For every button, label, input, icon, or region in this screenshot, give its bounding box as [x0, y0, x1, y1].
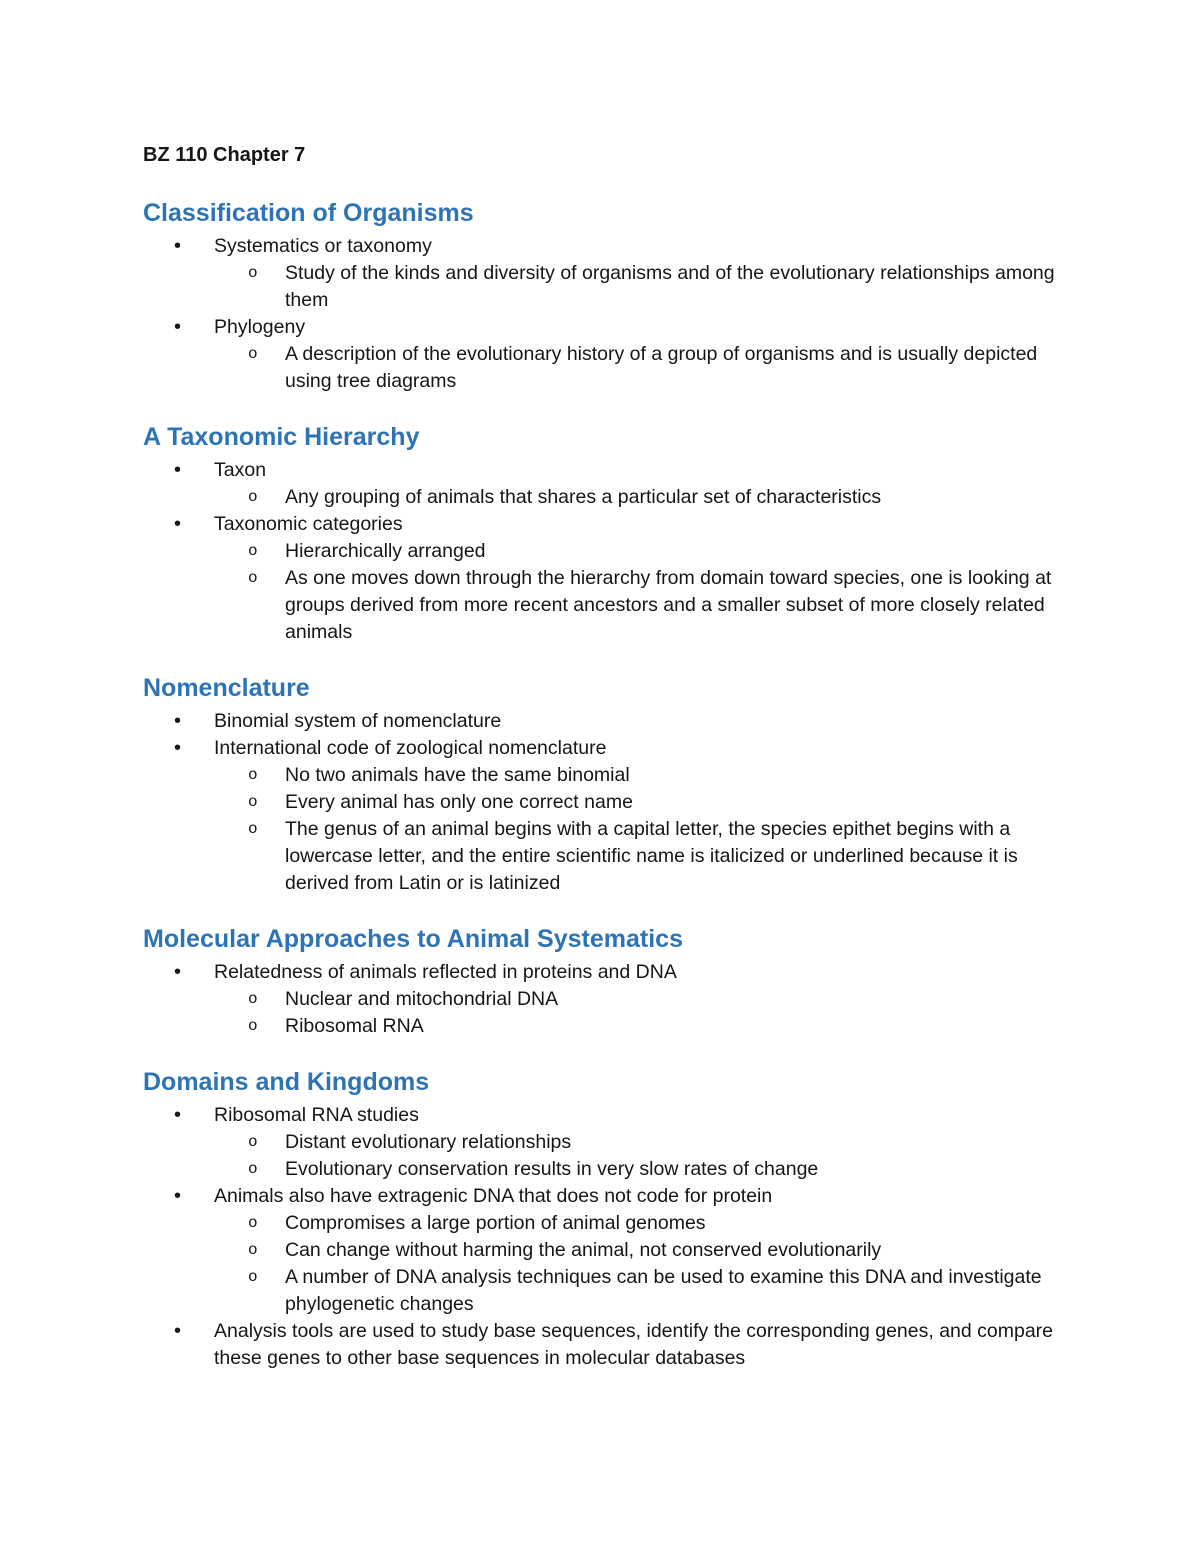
circle-bullet-icon: o	[248, 820, 258, 838]
list-item	[143, 1102, 1065, 1129]
sub-list-item	[143, 1013, 1065, 1040]
section-a-taxonomic-hierarchy	[143, 421, 1065, 646]
list-item	[143, 233, 1065, 260]
circle-bullet-icon: o	[248, 542, 258, 560]
sub-item-text: Can change without harming the animal, not conserved evolutionarily	[285, 1239, 882, 1261]
sub-item-text: A description of the evolutionary history of a group of organisms and is usually depicted using tree diagrams	[285, 343, 1038, 392]
circle-bullet-icon: o	[248, 264, 258, 282]
sub-item-text: Distant evolutionary relationships	[285, 1131, 572, 1153]
section-classification-of-organisms	[143, 197, 1065, 395]
list-item	[143, 511, 1065, 538]
bullet-icon: •	[174, 1185, 182, 1207]
section-heading: Domains and Kingdoms	[143, 1068, 430, 1096]
section-heading: Molecular Approaches to Animal Systematics	[143, 925, 683, 953]
list-item-text: Taxon	[214, 459, 267, 481]
sub-list-item	[143, 538, 1065, 565]
sub-item-text: Every animal has only one correct name	[285, 791, 633, 813]
sub-item-text: Evolutionary conservation results in very slow rates of change	[285, 1158, 819, 1180]
sub-list-item	[143, 484, 1065, 511]
bullet-icon: •	[174, 1104, 182, 1126]
list-item-text: International code of zoological nomenclature	[214, 737, 607, 759]
sub-item-text: Nuclear and mitochondrial DNA	[285, 988, 559, 1010]
sub-list-item	[143, 1129, 1065, 1156]
bullet-icon: •	[174, 737, 182, 759]
sub-list-item	[143, 1156, 1065, 1183]
sub-item-text: No two animals have the same binomial	[285, 764, 630, 786]
bullet-icon: •	[174, 459, 182, 481]
circle-bullet-icon: o	[248, 1241, 258, 1259]
sub-list-item	[143, 986, 1065, 1013]
list-item-text: Taxonomic categories	[214, 513, 403, 535]
sub-list-item	[143, 789, 1065, 816]
section-nomenclature	[143, 672, 1065, 897]
bullet-icon: •	[174, 316, 182, 338]
section-heading: Classification of Organisms	[143, 199, 474, 227]
sub-list-item	[143, 1237, 1065, 1264]
list-item-text: Animals also have extragenic DNA that does not code for protein	[214, 1185, 773, 1207]
list-item	[143, 314, 1065, 341]
list-item-text: Analysis tools are used to study base sequences, identify the corresponding genes, and compare these genes to other base sequences in molecular databases	[214, 1320, 1054, 1369]
sub-item-text: The genus of an animal begins with a capital letter, the species epithet begins with a lowercase letter, and the entire scientific name is italicized or underlined because it is derived from Latin or is latinized	[285, 818, 1018, 894]
sub-item-text: Compromises a large portion of animal genomes	[285, 1212, 706, 1234]
section-molecular-approaches	[143, 923, 1065, 1040]
sub-list-item	[143, 1210, 1065, 1237]
circle-bullet-icon: o	[248, 1160, 258, 1178]
sub-item-text: Any grouping of animals that shares a particular set of characteristics	[285, 486, 882, 508]
list-item-text: Phylogeny	[214, 316, 306, 338]
list-item-text: Relatedness of animals reflected in proteins and DNA	[214, 961, 677, 983]
list-item	[143, 457, 1065, 484]
sub-item-text: Ribosomal RNA	[285, 1015, 424, 1037]
list-item	[143, 1183, 1065, 1210]
bullet-icon: •	[174, 961, 182, 983]
bullet-icon: •	[174, 710, 182, 732]
bullet-icon: •	[174, 513, 182, 535]
sub-list-item	[143, 565, 1065, 646]
circle-bullet-icon: o	[248, 793, 258, 811]
sub-list-item	[143, 1264, 1065, 1318]
circle-bullet-icon: o	[248, 1214, 258, 1232]
sub-list-item	[143, 260, 1065, 314]
circle-bullet-icon: o	[248, 766, 258, 784]
list-item	[143, 708, 1065, 735]
circle-bullet-icon: o	[248, 1268, 258, 1286]
bullet-icon: •	[174, 1320, 182, 1342]
circle-bullet-icon: o	[248, 990, 258, 1008]
sub-list-item	[143, 341, 1065, 395]
circle-bullet-icon: o	[248, 345, 258, 363]
sub-item-text: As one moves down through the hierarchy from domain toward species, one is looking at groups derived from more recent ancestors and a smaller subset of more closely related animals	[285, 567, 1052, 643]
circle-bullet-icon: o	[248, 488, 258, 506]
sub-item-text: A number of DNA analysis techniques can be used to examine this DNA and investigate phylogenetic changes	[285, 1266, 1042, 1315]
sub-list-item	[143, 816, 1065, 897]
list-item	[143, 735, 1065, 762]
circle-bullet-icon: o	[248, 569, 258, 587]
section-domains-and-kingdoms	[143, 1066, 1065, 1372]
sub-list-item	[143, 762, 1065, 789]
list-item-text: Binomial system of nomenclature	[214, 710, 502, 732]
list-item-text: Systematics or taxonomy	[214, 235, 432, 257]
list-item-text: Ribosomal RNA studies	[214, 1104, 419, 1126]
circle-bullet-icon: o	[248, 1017, 258, 1035]
section-heading: A Taxonomic Hierarchy	[143, 423, 420, 451]
circle-bullet-icon: o	[248, 1133, 258, 1151]
sub-item-text: Hierarchically arranged	[285, 540, 486, 562]
sub-item-text: Study of the kinds and diversity of organisms and of the evolutionary relationships among them	[285, 262, 1055, 311]
section-heading: Nomenclature	[143, 674, 310, 702]
list-item	[143, 959, 1065, 986]
document-title: BZ 110 Chapter 7	[143, 144, 306, 166]
bullet-icon: •	[174, 235, 182, 257]
list-item	[143, 1318, 1065, 1372]
